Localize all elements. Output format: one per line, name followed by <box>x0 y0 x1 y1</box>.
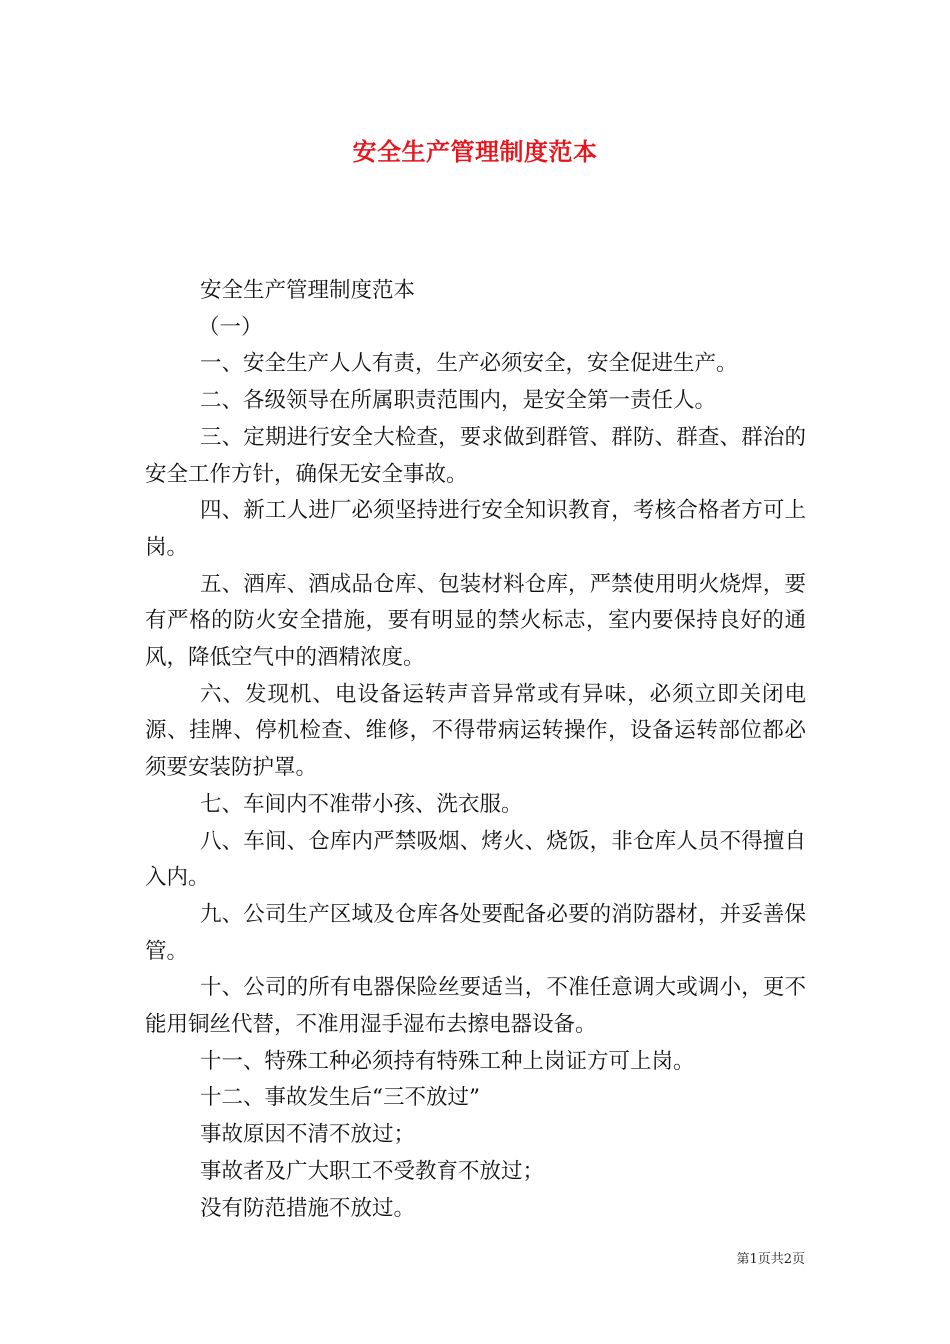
paragraph: 十、公司的所有电器保险丝要适当，不准任意调大或调小，更不能用铜丝代替，不准用湿手湿布去擦电器设备。 <box>145 975 806 1038</box>
paragraph: 十一、特殊工种必须持有特殊工种上岗证方可上岗。 <box>200 1048 695 1074</box>
paragraph: （一） <box>198 314 263 340</box>
page-number: 第1页共2页 <box>736 1252 805 1267</box>
paragraph: 三、定期进行安全大检查，要求做到群管、群防、群查、群治的安全工作方针，确保无安全事故。 <box>145 424 806 487</box>
paragraph: 九、公司生产区域及仓库各处要配备必要的消防器材，并妥善保管。 <box>145 901 806 964</box>
paragraph: 七、车间内不准带小孩、洗衣服。 <box>200 791 523 817</box>
paragraph: 事故者及广大职工不受教育不放过； <box>200 1158 545 1184</box>
paragraph: 没有防范措施不放过。 <box>200 1195 416 1221</box>
paragraph: 十二、事故发生后“三不放过” <box>200 1085 480 1111</box>
paragraph: 安全生产管理制度范本 <box>200 278 416 303</box>
paragraph: 四、新工人进厂必须坚持进行安全知识教育，考核合格者方可上岗。 <box>145 498 806 560</box>
paragraph: 八、车间、仓库内严禁吸烟、烤火、烧饭，非仓库人员不得擅自入内。 <box>145 828 806 891</box>
paragraph: 事故原因不清不放过； <box>200 1122 416 1148</box>
document-body <box>145 273 806 1227</box>
paragraph: 一、安全生产人人有责，生产必须安全，安全促进生产。 <box>200 351 738 377</box>
paragraph: 五、酒库、酒成品仓库、包装材料仓库，严禁使用明火烧焊，要有严格的防火安全措施，要有明显的禁火标志，室内要保持良好的通风，降低空气中的酒精浓度。 <box>145 571 806 671</box>
paragraph: 六、发现机、电设备运转声音异常或有异味，必须立即关闭电源、挂牌、停机检查、维修，不得带病运转操作，设备运转部位都必须要安装防护罩。 <box>145 681 806 781</box>
paragraph: 二、各级领导在所属职责范围内，是安全第一责任人。 <box>200 388 717 414</box>
document-title: 安全生产管理制度范本 <box>352 137 598 166</box>
